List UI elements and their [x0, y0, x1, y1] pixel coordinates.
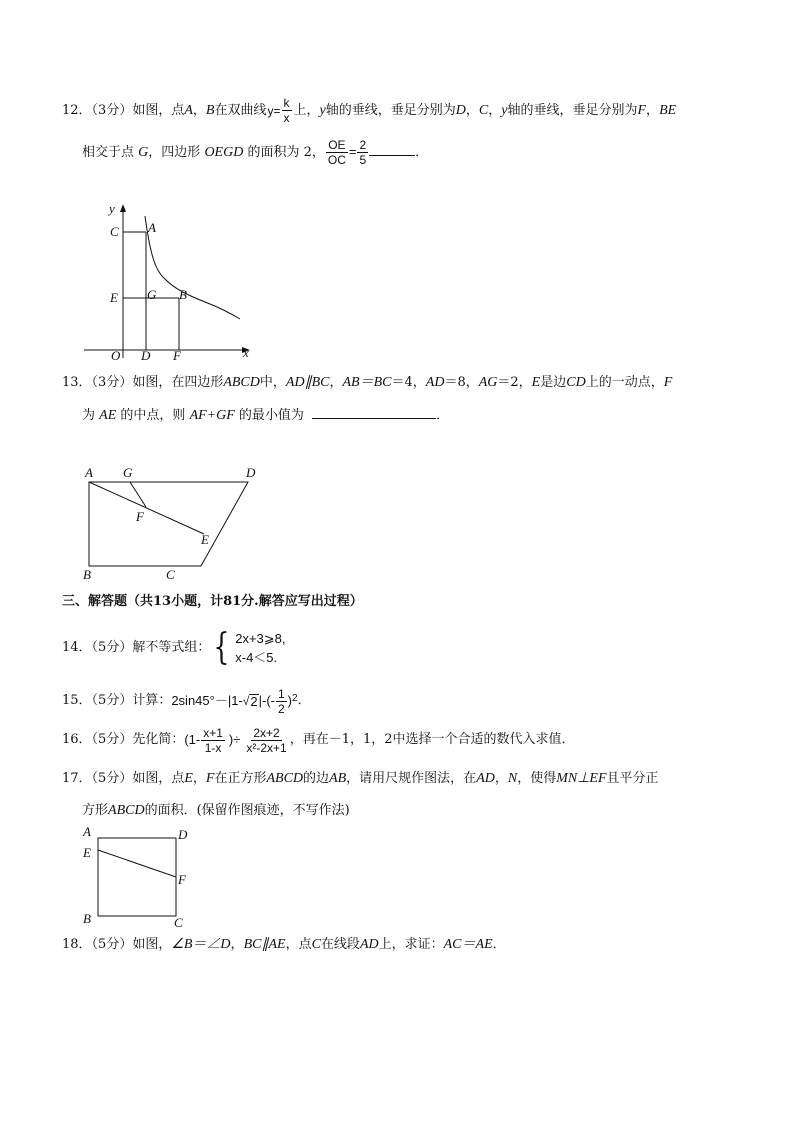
- answer-blank[interactable]: [369, 143, 415, 156]
- q13-figure: [80, 464, 265, 584]
- label-e: E: [201, 532, 209, 547]
- q14-inequality-2: x-4＜5.: [235, 650, 278, 665]
- q12-figure: [80, 198, 255, 363]
- q16-expr-mid: )÷: [228, 732, 241, 747]
- frac-denominator: 2: [277, 701, 285, 716]
- q15-number: 15．（5分）计算：: [62, 693, 172, 708]
- q18-text: 在线段: [320, 937, 360, 952]
- q17-var-abcd: ABCD: [108, 803, 145, 818]
- q12-var-be: BE: [659, 103, 677, 118]
- q13-var-e: E: [531, 375, 541, 390]
- q12-text: 轴的垂线，垂足分别为: [507, 103, 638, 118]
- segment-gf: [130, 482, 146, 507]
- q18-ac-eq-ae: AC＝AE: [443, 937, 493, 952]
- label-f: F: [136, 509, 144, 524]
- q13-var-ad: AD: [425, 375, 445, 390]
- q13-text: ．: [436, 408, 450, 423]
- q18-number: 18．（5分）如图，: [62, 937, 172, 952]
- q15-expr-part2: |-(-: [258, 693, 275, 708]
- q18-text: ．: [492, 937, 506, 952]
- label-g: G: [147, 287, 157, 302]
- frac-denominator: OC: [327, 153, 346, 167]
- q17-text: ，: [494, 771, 508, 786]
- q17-text: 的面积．(保留作图痕迹，不写作法): [144, 803, 350, 818]
- q12-var-d: D: [455, 103, 466, 118]
- q17-figure: [80, 824, 200, 934]
- q15-expr-part3: ): [287, 693, 293, 708]
- square-abcd: [98, 838, 176, 916]
- q13-text: ＝2，: [497, 375, 532, 390]
- q17-mn-perp-ef: MN⊥EF: [556, 771, 607, 786]
- q13-var-cd: CD: [566, 375, 586, 390]
- q12-var-f: F: [637, 103, 647, 118]
- q13-ab-eq-bc: AB＝BC: [342, 375, 392, 390]
- q17-text: ，使得: [517, 771, 557, 786]
- q17-var-n: N: [507, 771, 518, 786]
- label-c: C: [166, 567, 175, 582]
- label-d: D: [246, 465, 256, 480]
- q12-line1: [62, 96, 676, 125]
- frac-denominator: x²-2x+1: [246, 740, 287, 755]
- q13-text: ＝8，: [444, 375, 479, 390]
- q12-text: 相交于点: [82, 145, 135, 160]
- q17-line2: [82, 802, 350, 820]
- q15-exponent: 2: [292, 693, 298, 704]
- label-b: B: [83, 567, 91, 582]
- label-a: A: [85, 465, 93, 480]
- q13-text: 的最小值为: [238, 408, 304, 423]
- label-d: D: [178, 827, 188, 842]
- frac-numerator: k: [283, 96, 290, 110]
- q18-text: 上，求证：: [378, 937, 444, 952]
- q12-text: ．: [415, 145, 429, 160]
- answer-blank[interactable]: [312, 406, 436, 419]
- q13-line1: [62, 374, 672, 392]
- label-b: B: [179, 287, 187, 302]
- frac-denominator: 5: [359, 153, 367, 167]
- q14-inequality-1: 2x+3⩾8,: [235, 631, 286, 646]
- q12-formula-lhs: y=: [267, 103, 281, 118]
- segment-ae: [89, 482, 204, 534]
- q13-ad-parallel-bc: AD∥BC: [285, 375, 330, 390]
- q18: [62, 936, 506, 954]
- q17-number: 17．（5分）如图，点: [62, 771, 185, 786]
- label-d: D: [141, 348, 151, 363]
- q17-text: 在正方形: [214, 771, 267, 786]
- q12-equals: =: [348, 144, 357, 159]
- q13-var-f: F: [663, 375, 673, 390]
- frac-denominator: x: [283, 111, 290, 125]
- frac-denominator: 1-x: [204, 740, 222, 755]
- q17-text: 且平分正: [606, 771, 659, 786]
- q18-var-c: C: [311, 937, 321, 952]
- y-axis-arrow-icon: [120, 204, 126, 212]
- label-e: E: [110, 290, 118, 305]
- q12-text: 在双曲线: [214, 103, 267, 118]
- q15-expr-part1: 2sin45°－|1-: [171, 693, 243, 708]
- q13-text: 为: [82, 408, 96, 423]
- q13-var-abcd: ABCD: [223, 375, 260, 390]
- q18-var-ad: AD: [359, 937, 379, 952]
- q13-text: 中，: [259, 375, 286, 390]
- q17-var-f: F: [205, 771, 215, 786]
- q18-angle-b-eq-d: ∠B＝∠D: [171, 937, 231, 952]
- segment-ef: [98, 850, 176, 877]
- q12-var-y: y: [319, 103, 326, 118]
- q12-number: 12．（3分）如图，点: [62, 103, 185, 118]
- q18-text: ，: [230, 937, 244, 952]
- section-heading: 三、解答题（共13小题，计81分.解答应写出过程）: [62, 594, 363, 609]
- q12-var-g: G: [138, 145, 149, 160]
- q13-text: ，: [329, 375, 343, 390]
- label-a: A: [83, 824, 91, 839]
- label-o: O: [111, 348, 121, 363]
- q17-var-ad: AD: [476, 771, 495, 786]
- label-a: A: [148, 220, 156, 235]
- label-f: F: [178, 872, 186, 887]
- frac-numerator: 2: [359, 138, 367, 152]
- q12-text: 上，: [293, 103, 320, 118]
- q18-text: ，点: [285, 937, 312, 952]
- q17-text: ，请用尺规作图法，在: [346, 771, 477, 786]
- q12-ratio-oe-oc: [326, 138, 348, 167]
- q14: [62, 628, 286, 668]
- q13-text: ＝4，: [391, 375, 426, 390]
- hyperbola-curve: [145, 216, 240, 319]
- q14-number: 14．（5分）解不等式组：: [62, 640, 211, 655]
- q12-var-c: C: [478, 103, 489, 118]
- q16-fraction-1: [201, 726, 225, 755]
- q13-var-af-gf: AF+GF: [189, 408, 235, 423]
- label-c: C: [174, 915, 183, 930]
- q13-text: 上的一动点，: [585, 375, 664, 390]
- q15: [62, 688, 311, 714]
- q13-number: 13．（3分）如图，在四边形: [62, 375, 224, 390]
- q17-text: ，: [192, 771, 206, 786]
- q13-var-ag: AG: [478, 375, 498, 390]
- q16-expr-open: (1-: [184, 732, 201, 747]
- q13-text: 的中点，则: [120, 408, 186, 423]
- label-b: B: [83, 911, 91, 926]
- q12-text: ，: [192, 103, 206, 118]
- label-e: E: [83, 845, 91, 860]
- q18-bc-parallel-ae: BC∥AE: [243, 937, 286, 952]
- q12-k-over-x: [282, 96, 292, 125]
- q12-ratio-2-5: [357, 138, 368, 167]
- label-g: G: [123, 465, 133, 480]
- q12-text: 轴的垂线，垂足分别为: [325, 103, 456, 118]
- frac-numerator: OE: [328, 138, 346, 152]
- label-x: x: [243, 345, 249, 360]
- q14-inequality-system: [210, 629, 285, 667]
- sqrt-icon: √: [242, 694, 250, 708]
- label-c: C: [110, 224, 119, 239]
- label-y: y: [109, 201, 115, 216]
- q13-var-ae: AE: [99, 408, 117, 423]
- frac-numerator: 1: [277, 686, 285, 701]
- frac-numerator: 2x+2: [253, 725, 280, 740]
- q16-number: 16．（5分）先化简：: [62, 732, 185, 747]
- q12-hyperbola-formula: [267, 96, 292, 125]
- q17-var-abcd: ABCD: [266, 771, 304, 786]
- q16: [62, 724, 575, 756]
- q17-line1: [62, 770, 659, 788]
- q17-var-e: E: [184, 771, 193, 786]
- q17-text: 方形: [82, 803, 109, 818]
- q12-text: ，: [465, 103, 479, 118]
- q16-text: ，再在－1，1，2中选择一个合适的数代入求值．: [289, 732, 575, 747]
- q12-text: ，: [488, 103, 502, 118]
- frac-numerator: x+1: [203, 725, 223, 740]
- q13-line2: [82, 406, 449, 425]
- q13-text: 是边: [540, 375, 567, 390]
- left-brace-icon: {: [213, 627, 230, 668]
- q12-var-b: B: [205, 103, 215, 118]
- q12-var-oegd: OEGD: [204, 145, 244, 160]
- q17-text: 的边: [303, 771, 330, 786]
- q15-text: ．: [297, 693, 311, 708]
- q16-fraction-2: [244, 726, 288, 755]
- q17-var-ab: AB: [329, 771, 347, 786]
- q15-half: [276, 687, 287, 716]
- q12-text: 的面积为 2，: [247, 145, 325, 160]
- label-f: F: [173, 348, 181, 363]
- q12-line2: [82, 138, 428, 167]
- q12-text: ，四边形: [148, 145, 201, 160]
- quadrilateral-abcd: [89, 482, 248, 566]
- q12-var-y: y: [501, 103, 508, 118]
- q15-sqrt-arg: 2: [250, 693, 258, 709]
- q12-text: ，: [646, 103, 660, 118]
- q12-var-a: A: [184, 103, 193, 118]
